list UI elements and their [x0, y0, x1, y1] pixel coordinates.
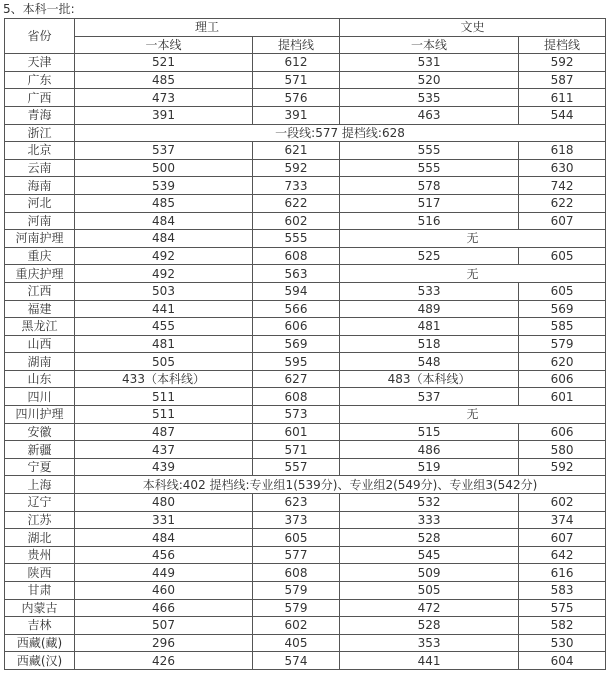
table-row: [5, 300, 606, 318]
province-cell: 重庆护理: [5, 265, 75, 283]
header-province: 省份: [5, 19, 75, 54]
table-row: [5, 71, 606, 89]
table-row: [5, 318, 606, 336]
science-line1-cell: 484: [75, 230, 253, 248]
arts-line1-cell: 481: [340, 318, 519, 336]
arts-tidang-cell: 587: [519, 71, 606, 89]
science-tidang-cell: 601: [253, 423, 340, 441]
science-tidang-cell: 622: [253, 194, 340, 212]
admission-score-table: [4, 18, 606, 670]
science-tidang-cell: 602: [253, 212, 340, 230]
science-line1-cell: 437: [75, 441, 253, 459]
arts-line1-cell: 483（本科线）: [340, 370, 519, 388]
arts-tidang-cell: 611: [519, 89, 606, 107]
science-line1-cell: 296: [75, 634, 253, 652]
header-arts-tidang: 提档线: [519, 36, 606, 54]
table-row: [5, 106, 606, 124]
arts-line1-cell: 555: [340, 142, 519, 160]
arts-line1-cell: 515: [340, 423, 519, 441]
arts-line1-cell: 531: [340, 54, 519, 72]
table-row: [5, 370, 606, 388]
table-row: [5, 265, 606, 283]
science-line1-cell: 511: [75, 388, 253, 406]
arts-line1-cell: 548: [340, 353, 519, 371]
province-cell: 广东: [5, 71, 75, 89]
province-cell: 浙江: [5, 124, 75, 142]
table-row: [5, 194, 606, 212]
science-tidang-cell: 608: [253, 388, 340, 406]
province-cell: 北京: [5, 142, 75, 160]
province-cell: 内蒙古: [5, 599, 75, 617]
science-line1-cell: 455: [75, 318, 253, 336]
arts-tidang-cell: 601: [519, 388, 606, 406]
science-line1-cell: 391: [75, 106, 253, 124]
science-tidang-cell: 571: [253, 441, 340, 459]
province-cell: 山西: [5, 335, 75, 353]
province-cell: 西藏(藏): [5, 634, 75, 652]
science-tidang-cell: 608: [253, 564, 340, 582]
arts-tidang-cell: 585: [519, 318, 606, 336]
province-cell: 河南护理: [5, 230, 75, 248]
science-tidang-cell: 623: [253, 494, 340, 512]
science-line1-cell: 503: [75, 282, 253, 300]
header-science-line1: 一本线: [75, 36, 253, 54]
province-cell: 河北: [5, 194, 75, 212]
arts-line1-cell: 463: [340, 106, 519, 124]
province-cell: 湖北: [5, 529, 75, 547]
science-line1-cell: 449: [75, 564, 253, 582]
arts-tidang-cell: 569: [519, 300, 606, 318]
header-science: 理工: [75, 19, 340, 37]
science-line1-cell: 460: [75, 582, 253, 600]
table-row: [5, 564, 606, 582]
table-row: [5, 511, 606, 529]
table-row: [5, 458, 606, 476]
science-tidang-cell: 605: [253, 529, 340, 547]
arts-tidang-cell: 605: [519, 247, 606, 265]
science-line1-cell: 456: [75, 546, 253, 564]
province-cell: 广西: [5, 89, 75, 107]
table-row: [5, 529, 606, 547]
science-tidang-cell: 566: [253, 300, 340, 318]
science-line1-cell: 439: [75, 458, 253, 476]
arts-tidang-cell: 604: [519, 652, 606, 670]
province-cell: 江西: [5, 282, 75, 300]
table-row: [5, 159, 606, 177]
science-line1-cell: 537: [75, 142, 253, 160]
province-cell: 青海: [5, 106, 75, 124]
arts-tidang-cell: 530: [519, 634, 606, 652]
science-line1-cell: 487: [75, 423, 253, 441]
arts-tidang-cell: 618: [519, 142, 606, 160]
arts-note-cell: 无: [340, 265, 606, 283]
arts-note-cell: 无: [340, 230, 606, 248]
province-cell: 宁夏: [5, 458, 75, 476]
table-row: [5, 177, 606, 195]
table-row: [5, 54, 606, 72]
arts-tidang-cell: 592: [519, 54, 606, 72]
table-row: [5, 423, 606, 441]
science-tidang-cell: 594: [253, 282, 340, 300]
science-tidang-cell: 405: [253, 634, 340, 652]
science-tidang-cell: 608: [253, 247, 340, 265]
table-row: [5, 247, 606, 265]
science-line1-cell: 433（本科线）: [75, 370, 253, 388]
arts-line1-cell: 333: [340, 511, 519, 529]
science-tidang-cell: 579: [253, 599, 340, 617]
science-tidang-cell: 373: [253, 511, 340, 529]
arts-tidang-cell: 605: [519, 282, 606, 300]
arts-line1-cell: 528: [340, 529, 519, 547]
arts-line1-cell: 472: [340, 599, 519, 617]
province-cell: 湖南: [5, 353, 75, 371]
header-arts: 文史: [340, 19, 606, 37]
arts-line1-cell: 518: [340, 335, 519, 353]
science-line1-cell: 466: [75, 599, 253, 617]
arts-tidang-cell: 616: [519, 564, 606, 582]
table-row: [5, 353, 606, 371]
science-tidang-cell: 621: [253, 142, 340, 160]
table-row: [5, 652, 606, 670]
science-line1-cell: 500: [75, 159, 253, 177]
table-row: [5, 282, 606, 300]
province-cell: 河南: [5, 212, 75, 230]
province-cell: 上海: [5, 476, 75, 494]
arts-line1-cell: 535: [340, 89, 519, 107]
arts-tidang-cell: 742: [519, 177, 606, 195]
subheader-row: [5, 36, 606, 54]
table-row: [5, 441, 606, 459]
arts-line1-cell: 533: [340, 282, 519, 300]
province-cell: 福建: [5, 300, 75, 318]
arts-line1-cell: 517: [340, 194, 519, 212]
arts-tidang-cell: 607: [519, 212, 606, 230]
science-line1-cell: 485: [75, 194, 253, 212]
header-row: [5, 19, 606, 37]
province-cell: 江苏: [5, 511, 75, 529]
arts-tidang-cell: 580: [519, 441, 606, 459]
science-tidang-cell: 576: [253, 89, 340, 107]
arts-line1-cell: 516: [340, 212, 519, 230]
science-line1-cell: 539: [75, 177, 253, 195]
header-arts-line1: 一本线: [340, 36, 519, 54]
province-cell: 天津: [5, 54, 75, 72]
arts-tidang-cell: 630: [519, 159, 606, 177]
province-cell: 重庆: [5, 247, 75, 265]
province-cell: 海南: [5, 177, 75, 195]
arts-line1-cell: 489: [340, 300, 519, 318]
science-line1-cell: 484: [75, 529, 253, 547]
province-cell: 甘肃: [5, 582, 75, 600]
arts-tidang-cell: 592: [519, 458, 606, 476]
table-row: [5, 476, 606, 494]
science-line1-cell: 485: [75, 71, 253, 89]
province-cell: 西藏(汉): [5, 652, 75, 670]
province-cell: 四川: [5, 388, 75, 406]
table-row: [5, 388, 606, 406]
science-tidang-cell: 627: [253, 370, 340, 388]
science-tidang-cell: 733: [253, 177, 340, 195]
science-line1-cell: 505: [75, 353, 253, 371]
science-tidang-cell: 592: [253, 159, 340, 177]
table-caption: 5、本科一批:: [3, 2, 75, 16]
arts-tidang-cell: 622: [519, 194, 606, 212]
table-row: [5, 124, 606, 142]
science-line1-cell: 480: [75, 494, 253, 512]
merged-note-cell: 一段线:577 提档线:628: [75, 124, 606, 142]
arts-line1-cell: 441: [340, 652, 519, 670]
arts-tidang-cell: 620: [519, 353, 606, 371]
science-tidang-cell: 612: [253, 54, 340, 72]
arts-tidang-cell: 579: [519, 335, 606, 353]
table-row: [5, 335, 606, 353]
table-row: [5, 230, 606, 248]
science-tidang-cell: 557: [253, 458, 340, 476]
arts-tidang-cell: 374: [519, 511, 606, 529]
arts-line1-cell: 528: [340, 617, 519, 635]
science-tidang-cell: 577: [253, 546, 340, 564]
arts-tidang-cell: 582: [519, 617, 606, 635]
arts-tidang-cell: 606: [519, 370, 606, 388]
arts-line1-cell: 525: [340, 247, 519, 265]
science-line1-cell: 521: [75, 54, 253, 72]
science-line1-cell: 426: [75, 652, 253, 670]
science-tidang-cell: 606: [253, 318, 340, 336]
science-line1-cell: 507: [75, 617, 253, 635]
table-row: [5, 546, 606, 564]
arts-line1-cell: 519: [340, 458, 519, 476]
science-line1-cell: 484: [75, 212, 253, 230]
science-tidang-cell: 602: [253, 617, 340, 635]
table-row: [5, 582, 606, 600]
science-line1-cell: 492: [75, 247, 253, 265]
science-tidang-cell: 595: [253, 353, 340, 371]
arts-line1-cell: 545: [340, 546, 519, 564]
science-tidang-cell: 573: [253, 406, 340, 424]
science-line1-cell: 511: [75, 406, 253, 424]
province-cell: 黑龙江: [5, 318, 75, 336]
arts-line1-cell: 505: [340, 582, 519, 600]
province-cell: 吉林: [5, 617, 75, 635]
arts-tidang-cell: 575: [519, 599, 606, 617]
table-row: [5, 599, 606, 617]
arts-line1-cell: 353: [340, 634, 519, 652]
province-cell: 山东: [5, 370, 75, 388]
science-tidang-cell: 579: [253, 582, 340, 600]
table-row: [5, 406, 606, 424]
arts-line1-cell: 578: [340, 177, 519, 195]
province-cell: 云南: [5, 159, 75, 177]
province-cell: 安徽: [5, 423, 75, 441]
science-line1-cell: 473: [75, 89, 253, 107]
province-cell: 新疆: [5, 441, 75, 459]
table-row: [5, 212, 606, 230]
header-science-tidang: 提档线: [253, 36, 340, 54]
arts-line1-cell: 555: [340, 159, 519, 177]
province-cell: 贵州: [5, 546, 75, 564]
province-cell: 辽宁: [5, 494, 75, 512]
arts-tidang-cell: 607: [519, 529, 606, 547]
science-tidang-cell: 391: [253, 106, 340, 124]
science-tidang-cell: 563: [253, 265, 340, 283]
arts-note-cell: 无: [340, 406, 606, 424]
arts-tidang-cell: 602: [519, 494, 606, 512]
arts-tidang-cell: 583: [519, 582, 606, 600]
arts-tidang-cell: 642: [519, 546, 606, 564]
table-row: [5, 617, 606, 635]
science-tidang-cell: 571: [253, 71, 340, 89]
science-line1-cell: 441: [75, 300, 253, 318]
table-row: [5, 634, 606, 652]
arts-line1-cell: 509: [340, 564, 519, 582]
table-row: [5, 494, 606, 512]
science-tidang-cell: 569: [253, 335, 340, 353]
merged-note-cell: 本科线:402 提档线:专业组1(539分)、专业组2(549分)、专业组3(542分): [75, 476, 606, 494]
arts-line1-cell: 532: [340, 494, 519, 512]
science-tidang-cell: 555: [253, 230, 340, 248]
science-line1-cell: 492: [75, 265, 253, 283]
science-line1-cell: 481: [75, 335, 253, 353]
arts-line1-cell: 537: [340, 388, 519, 406]
arts-tidang-cell: 544: [519, 106, 606, 124]
table-row: [5, 142, 606, 160]
province-cell: 四川护理: [5, 406, 75, 424]
province-cell: 陕西: [5, 564, 75, 582]
arts-line1-cell: 486: [340, 441, 519, 459]
science-tidang-cell: 574: [253, 652, 340, 670]
table-row: [5, 89, 606, 107]
arts-line1-cell: 520: [340, 71, 519, 89]
science-line1-cell: 331: [75, 511, 253, 529]
arts-tidang-cell: 606: [519, 423, 606, 441]
